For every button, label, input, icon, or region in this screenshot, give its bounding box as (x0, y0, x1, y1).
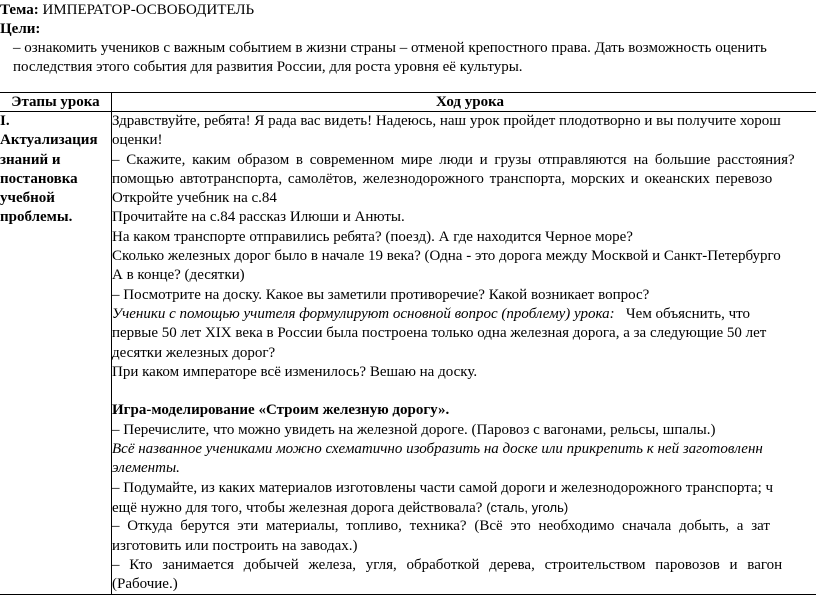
text-line: помощью автотранспорта, самолётов, железнодорожного транспорта, морских и океанских перевозо (112, 170, 816, 189)
answer-note: (сталь, уголь) (486, 500, 568, 515)
column-header-stages: Этапы урока (0, 93, 112, 112)
text-line: – Скажите, каким образом в современном мире люди и грузы отправляются на большие расстояния? (112, 151, 816, 170)
text-line: Здравствуйте, ребята! Я рада вас видеть! Надеюсь, наш урок пройдет плодотворно и вы получите хорош (112, 112, 816, 131)
table-header-row (0, 93, 816, 112)
lesson-table (0, 92, 816, 595)
text-line: При каком императоре всё изменилось? Вешаю на доску. (112, 363, 816, 382)
text-line: – Посмотрите на доску. Какое вы заметили противоречие? Какой возникает вопрос? (112, 286, 816, 305)
text-line: десятки железных дорог? (112, 344, 816, 363)
problem-statement-intro: Ученики с помощью учителя формулируют основной вопрос (проблему) урока: (112, 306, 615, 322)
stage-line: постановка (0, 170, 111, 189)
topic-line (0, 1, 254, 19)
text-line: Всё названное учениками можно схематично изобразить на доске или прикрепить к ней заготовленн (112, 440, 816, 459)
stage-line: проблемы. (0, 208, 111, 227)
topic-value: ИМПЕРАТОР-ОСВОБОДИТЕЛЬ (42, 2, 254, 18)
goals-label: Цели: (0, 20, 40, 38)
text-line: – Кто занимается добычей железа, угля, обработкой дерева, строительством паровозов и вагон (112, 556, 816, 575)
text-line: Откройте учебник на с.84 (112, 189, 816, 208)
text-line: Прочитайте на с.84 рассказ Илюши и Анюты. (112, 208, 816, 227)
text-line: – Подумайте, из каких материалов изготовлены части самой дороги и железнодорожного транспорта; ч (112, 479, 816, 498)
text-line: первые 50 лет XIX века в России была построена только одна железная дорога, а за следующие 50 лет (112, 324, 816, 343)
goals-line-2: последствия этого события для развития России, для роста уровня её культуры. (13, 58, 523, 76)
column-header-course: Ход урока (112, 93, 816, 112)
stage-line: I. (0, 112, 111, 131)
stage-line: Актуализация (0, 131, 111, 150)
text-line: – Перечислите, что можно увидеть на железной дороге. (Паровоз с вагонами, рельсы, шпалы.) (112, 421, 816, 440)
text-line: На каком транспорте отправились ребята? (поезд). А где находится Черное море? (112, 228, 816, 247)
spacer (112, 382, 816, 401)
problem-question: Чем объяснить, что (626, 306, 750, 322)
text-line (112, 305, 816, 324)
stage-line: знаний и (0, 151, 111, 170)
text-line: элементы. (112, 459, 816, 478)
stage-cell (0, 112, 112, 595)
text-line: – Откуда берутся эти материалы, топливо, техника? (Всё это необходимо сначала добыть, а зат (112, 517, 816, 536)
topic-label: Тема: (0, 2, 39, 18)
course-cell (112, 112, 816, 595)
table-row (0, 112, 816, 595)
text-line: А в конце? (десятки) (112, 266, 816, 285)
text-line: Сколько железных дорог было в начале 19 века? (Одна - это дорога между Москвой и Санкт-Петербурго (112, 247, 816, 266)
text-line: изготовить или построить на заводах.) (112, 537, 816, 556)
stage-line: учебной (0, 189, 111, 208)
text-line: (Рабочие.) (112, 575, 816, 594)
text-line: ещё нужно для того, чтобы железная дорога действовала? (сталь, уголь) (112, 498, 816, 517)
goals-line-1: – ознакомить учеников с важным событием в жизни страны – отменой крепостного права. Дать возможность оценить (13, 39, 767, 57)
text-line: оценки! (112, 131, 816, 150)
game-title: Игра-моделирование «Строим железную дорогу». (112, 401, 816, 420)
